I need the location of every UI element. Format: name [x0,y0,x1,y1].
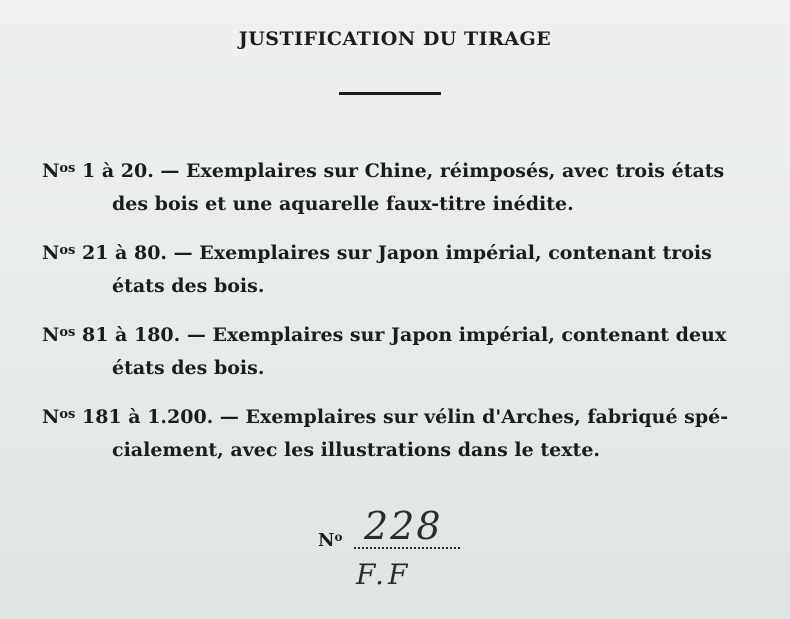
entry-text: 1 à 20. — Exemplaires sur Chine, réimposés, avec trois états [75,160,725,182]
entry-text: 181 à 1.200. — Exemplaires sur vélin d'Arches, fabriqué spé- [75,406,729,428]
entry-prefix-suffix: os [59,161,76,176]
entry-prefix-suffix: os [59,243,76,258]
entry-prefix: N [42,242,60,264]
entry-text: 21 à 80. — Exemplaires sur Japon impérial, contenant trois [75,242,712,264]
entry-line-2: états des bois. [112,275,265,297]
entry-line-1 [42,152,762,188]
edition-entry [42,316,762,385]
title-rule [339,92,441,95]
entry-prefix: N [42,406,60,428]
copy-number-label-main: N [318,530,335,551]
page-title: JUSTIFICATION DU TIRAGE [238,28,552,50]
handwritten-initials: F.F [356,558,412,591]
entry-line-2: des bois et une aquarelle faux-titre inédite. [112,193,574,215]
entry-line-1 [42,234,762,270]
edition-entry [42,398,762,467]
entry-prefix: N [42,160,60,182]
entry-line-2: cialement, avec les illustrations dans le texte. [112,439,601,461]
entry-line-2: états des bois. [112,357,265,379]
entry-text: 81 à 180. — Exemplaires sur Japon impérial, contenant deux [75,324,727,346]
entry-line-1 [42,398,762,434]
copy-number-block [318,500,478,600]
edition-entry [42,152,762,221]
edition-entry [42,234,762,303]
handwritten-copy-number: 228 [364,504,443,548]
entry-line-1 [42,316,762,352]
entry-prefix-suffix: os [59,407,76,422]
entry-prefix-suffix: os [59,325,76,340]
copy-number-label [318,530,342,551]
copy-number-label-suffix: o [334,530,343,544]
entry-prefix: N [42,324,60,346]
